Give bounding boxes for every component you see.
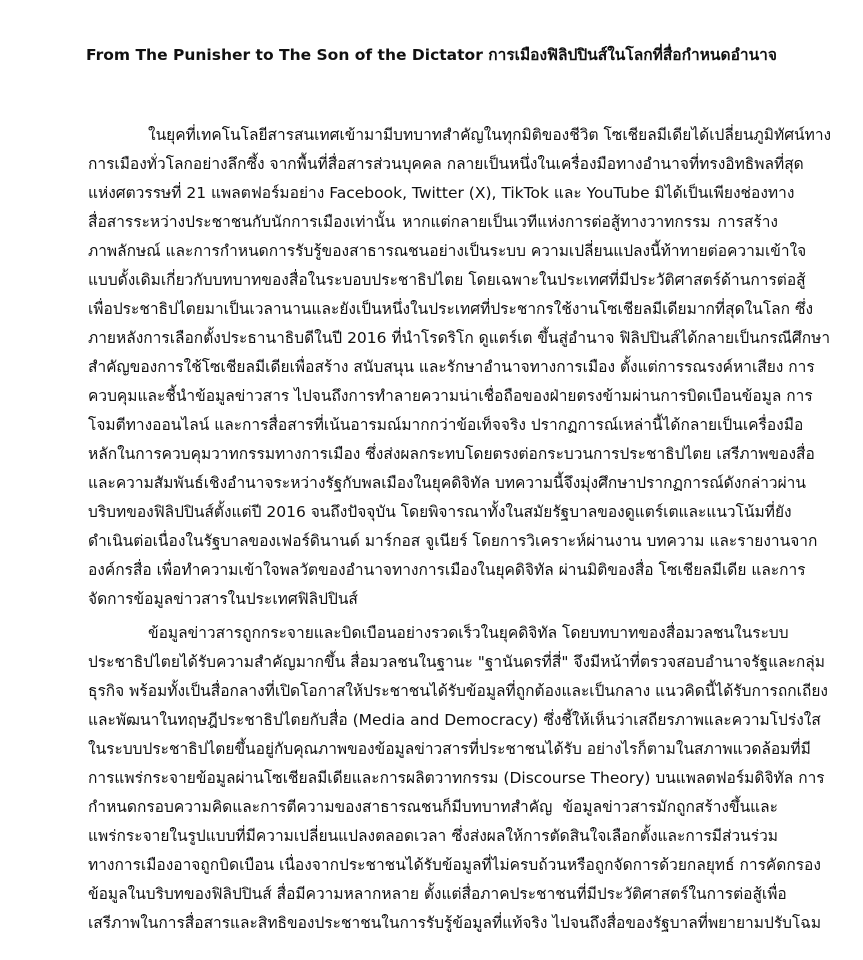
text-line: ควบคุมและชี้นำข้อมูลข่าวสาร ไปจนถึงการทำลายความน่าเชื่อถือของฝ่ายตรงข้ามผ่านการบิดเบือนข้อมูล การ	[88, 387, 813, 405]
text-line: ข้อมูลในบริบทของฟิลิปปินส์ สื่อมีความหลากหลาย ตั้งแต่สื่อภาคประชาชนที่มีประวัติศาสตร์ในการต่อสู้เพื่อ	[88, 885, 787, 903]
text-line: ดำเนินต่อเนื่องในรัฐบาลของเฟอร์ดินานด์ มาร์กอส จูเนียร์ โดยการวิเคราะห์ผ่านงาน บทความ และรายงานจาก	[88, 532, 818, 550]
text-line: สำคัญของการใช้โซเชียลมีเดียเพื่อสร้าง สนับสนุน และรักษาอำนาจทางการเมือง ตั้งแต่การรณรงค์หาเสียง การ	[88, 358, 815, 376]
text-line: ธุรกิจ พร้อมทั้งเป็นสื่อกลางที่เปิดโอกาสให้ประชาชนได้รับข้อมูลที่ถูกต้องและเป็นกลาง แนวคิดนี้ได้รับการถกเถียง	[88, 682, 828, 700]
text-line: ประชาธิปไตยได้รับความสำคัญมากขึ้น สื่อมวลชนในฐานะ "ฐานันดรที่สี่" จึงมีหน้าที่ตรวจสอบอำนาจรัฐและกลุ่ม	[88, 653, 825, 671]
text-line: ในระบบประชาธิปไตยขึ้นอยู่กับคุณภาพของข้อมูลข่าวสารที่ประชาชนได้รับ อย่างไรก็ตามในสภาพแวดล้อมที่มี	[88, 740, 811, 758]
text-line: แห่งศตวรรษที่ 21 แพลตฟอร์มอย่าง Facebook, Twitter (X), TikTok และ YouTube มิได้เป็นเพียงช่องทาง	[88, 184, 795, 202]
text-line: และพัฒนาในทฤษฎีประชาธิปไตยกับสื่อ (Media and Democracy) ซึ่งชี้ให้เห็นว่าเสถียรภาพและความโปร่งใส	[88, 711, 821, 729]
text-line: ทางการเมืองอาจถูกบิดเบือน เนื่องจากประชาชนได้รับข้อมูลที่ไม่ครบถ้วนหรือถูกจัดการด้วยกลยุทธ์ การคัดกรอง	[88, 856, 821, 874]
text-line: การเมืองทั่วโลกอย่างลึกซึ้ง จากพื้นที่สื่อสารส่วนบุคคล กลายเป็นหนึ่งในเครื่องมือทางอำนาจที่ทรงอิทธิพลที่สุด	[88, 155, 804, 173]
text-line: หลักในการควบคุมวาทกรรมทางการเมือง ซึ่งส่งผลกระทบโดยตรงต่อกระบวนการประชาธิปไตย เสรีภาพของสื่อ	[88, 445, 815, 463]
text-line: กำหนดกรอบความคิดและการตีความของสาธารณชนก็มีบทบาทสำคัญ ข้อมูลข่าวสารมักถูกสร้างขึ้นและ	[88, 798, 778, 816]
text-line: โจมตีทางออนไลน์ และการสื่อสารที่เน้นอารมณ์มากกว่าข้อเท็จจริง ปรากฏการณ์เหล่านี้ได้กลายเป็นเครื่องมือ	[88, 416, 804, 434]
text-line: และความสัมพันธ์เชิงอำนาจระหว่างรัฐกับพลเมืองในยุคดิจิทัล บทความนี้จึงมุ่งศึกษาปรากฏการณ์ดังกล่าวผ่าน	[88, 474, 806, 492]
text-line: องค์กรสื่อ เพื่อทำความเข้าใจพลวัตของอำนาจทางการเมืองในยุคดิจิทัล ผ่านมิติของสื่อ โซเชียลมีเดีย และการ	[88, 561, 806, 579]
paragraph-1	[88, 121, 832, 614]
text-line: จัดการข้อมูลข่าวสารในประเทศฟิลิปปินส์	[88, 590, 358, 608]
paragraph-2	[88, 619, 828, 938]
text-line: ในยุคที่เทคโนโลยีสารสนเทศเข้ามามีบทบาทสำคัญในทุกมิติของชีวิต โซเชียลมีเดียได้เปลี่ยนภูมิทัศน์ทาง	[148, 126, 832, 144]
text-line: ข้อมูลข่าวสารถูกกระจายและบิดเบือนอย่างรวดเร็วในยุคดิจิทัล โดยบทบาทของสื่อมวลชนในระบบ	[148, 624, 789, 642]
text-line: เสรีภาพในการสื่อสารและสิทธิของประชาชนในการรับรู้ข้อมูลที่แท้จริง ไปจนถึงสื่อของรัฐบาลที่พยายามปรับโฉม	[88, 914, 822, 932]
text-line: แบบดั้งเดิมเกี่ยวกับบทบาทของสื่อในระบอบประชาธิปไตย โดยเฉพาะในประเทศที่มีประวัติศาสตร์ด้านการต่อสู้	[88, 271, 806, 289]
document-title: From The Punisher to The Son of the Dictator การเมืองฟิลิปปินส์ในโลกที่สื่อกำหนดอำนาจ	[86, 46, 777, 64]
text-line: สื่อสารระหว่างประชาชนกับนักการเมืองเท่านั้น หากแต่กลายเป็นเวทีแห่งการต่อสู้ทางวาทกรรม การสร้าง	[88, 213, 778, 231]
text-line: แพร่กระจายในรูปแบบที่มีความเปลี่ยนแปลงตลอดเวลา ซึ่งส่งผลให้การตัดสินใจเลือกตั้งและการมีส่วนร่วม	[88, 827, 778, 845]
text-line: ภาพลักษณ์ และการกำหนดการรับรู้ของสาธารณชนอย่างเป็นระบบ ความเปลี่ยนแปลงนี้ท้าทายต่อความเข้าใจ	[88, 242, 807, 260]
text-line: ภายหลังการเลือกตั้งประธานาธิบดีในปี 2016 ที่นำโรดริโก ดูแตร์เต ขึ้นสู่อำนาจ ฟิลิปปินส์ได้กลายเป็นกรณีศึกษา	[88, 329, 831, 347]
text-line: การแพร่กระจายข้อมูลผ่านโซเชียลมีเดียและการผลิตวาทกรรม (Discourse Theory) บนแพลตฟอร์มดิจิทัล การ	[88, 769, 825, 787]
text-line: เพื่อประชาธิปไตยมาเป็นเวลานานและยังเป็นหนึ่งในประเทศที่ประชากรใช้งานโซเชียลมีเดียมากที่สุดในโลก ซึ่ง	[88, 300, 814, 318]
text-line: บริบทของฟิลิปปินส์ตั้งแต่ปี 2016 จนถึงปัจจุบัน โดยพิจารณาทั้งในสมัยรัฐบาลของดูแตร์เตและแนวโน้มที่ยัง	[88, 503, 792, 521]
